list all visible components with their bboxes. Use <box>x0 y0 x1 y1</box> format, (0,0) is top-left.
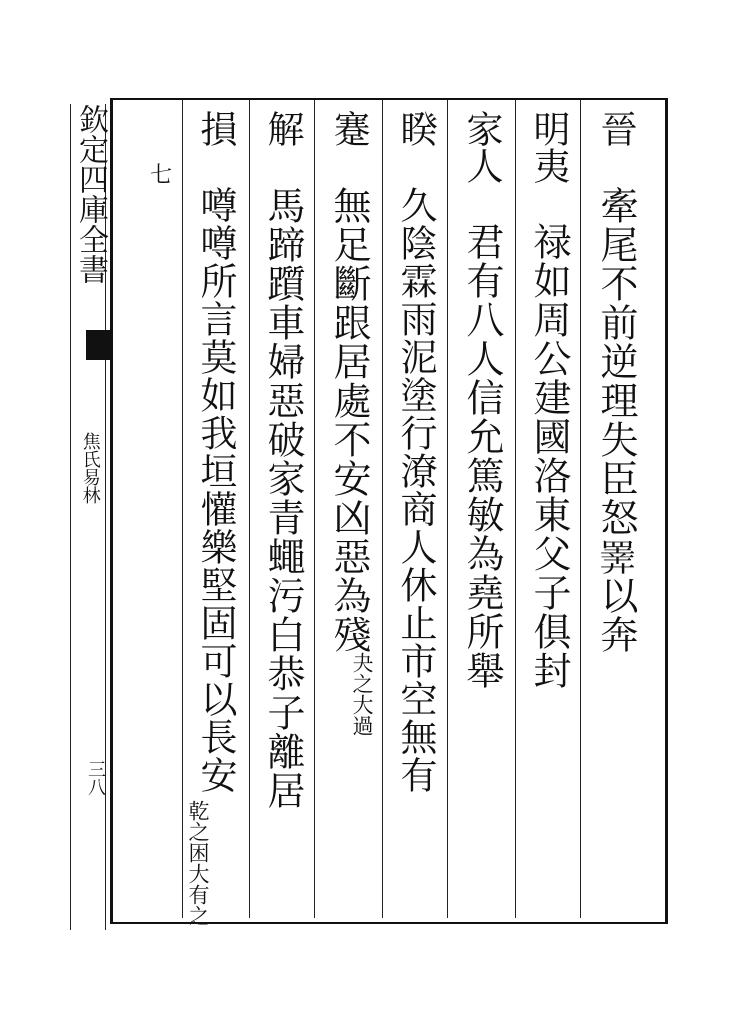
hexagram-title: 損 <box>194 110 237 147</box>
column-rule <box>314 100 315 918</box>
column-rule <box>580 100 581 918</box>
hexagram-title: 睽 <box>394 110 437 147</box>
margin-mark: 七 <box>150 163 173 188</box>
column-rule <box>515 100 516 918</box>
annotation-note: 乾之困大有之 <box>186 800 210 926</box>
book-title: 欽定四庫全書 <box>70 104 106 930</box>
annotation-note: 夬之大過 <box>350 652 374 736</box>
frame-left-border <box>110 98 113 924</box>
verse-text: 無足斷跟居處不安凶惡為殘 <box>327 186 371 654</box>
column-rule <box>447 100 448 918</box>
hexagram-title: 晉 <box>594 110 637 147</box>
hexagram-title: 解 <box>261 110 304 147</box>
verse-text: 噂噂所言莫如我垣懽樂堅固可以長安 <box>194 186 237 794</box>
column-rule <box>182 100 183 918</box>
sub-title: 焦氏易林 <box>79 432 101 504</box>
fish-tail-mark <box>86 330 112 360</box>
verse-text: 牽尾不前逆理失臣怒𢍰以奔 <box>594 186 638 654</box>
column-rule <box>249 100 250 918</box>
verse-text: 君有八人信允篤敏為堯所舉 <box>460 222 504 690</box>
hexagram-title: 家人 <box>460 110 503 184</box>
verse-text: 久陰霖雨泥塗行潦商人休止市空無有 <box>394 186 437 794</box>
verse-text: 禄如周公建國洛東父子俱封 <box>527 222 571 690</box>
column-rule <box>382 100 383 918</box>
verse-text: 馬蹄躓車婦惡破家青蠅污白恭子離居 <box>261 186 305 810</box>
page-number: 三八 <box>85 760 106 796</box>
hexagram-title: 明夷 <box>527 110 570 184</box>
hexagram-title: 蹇 <box>327 110 370 147</box>
